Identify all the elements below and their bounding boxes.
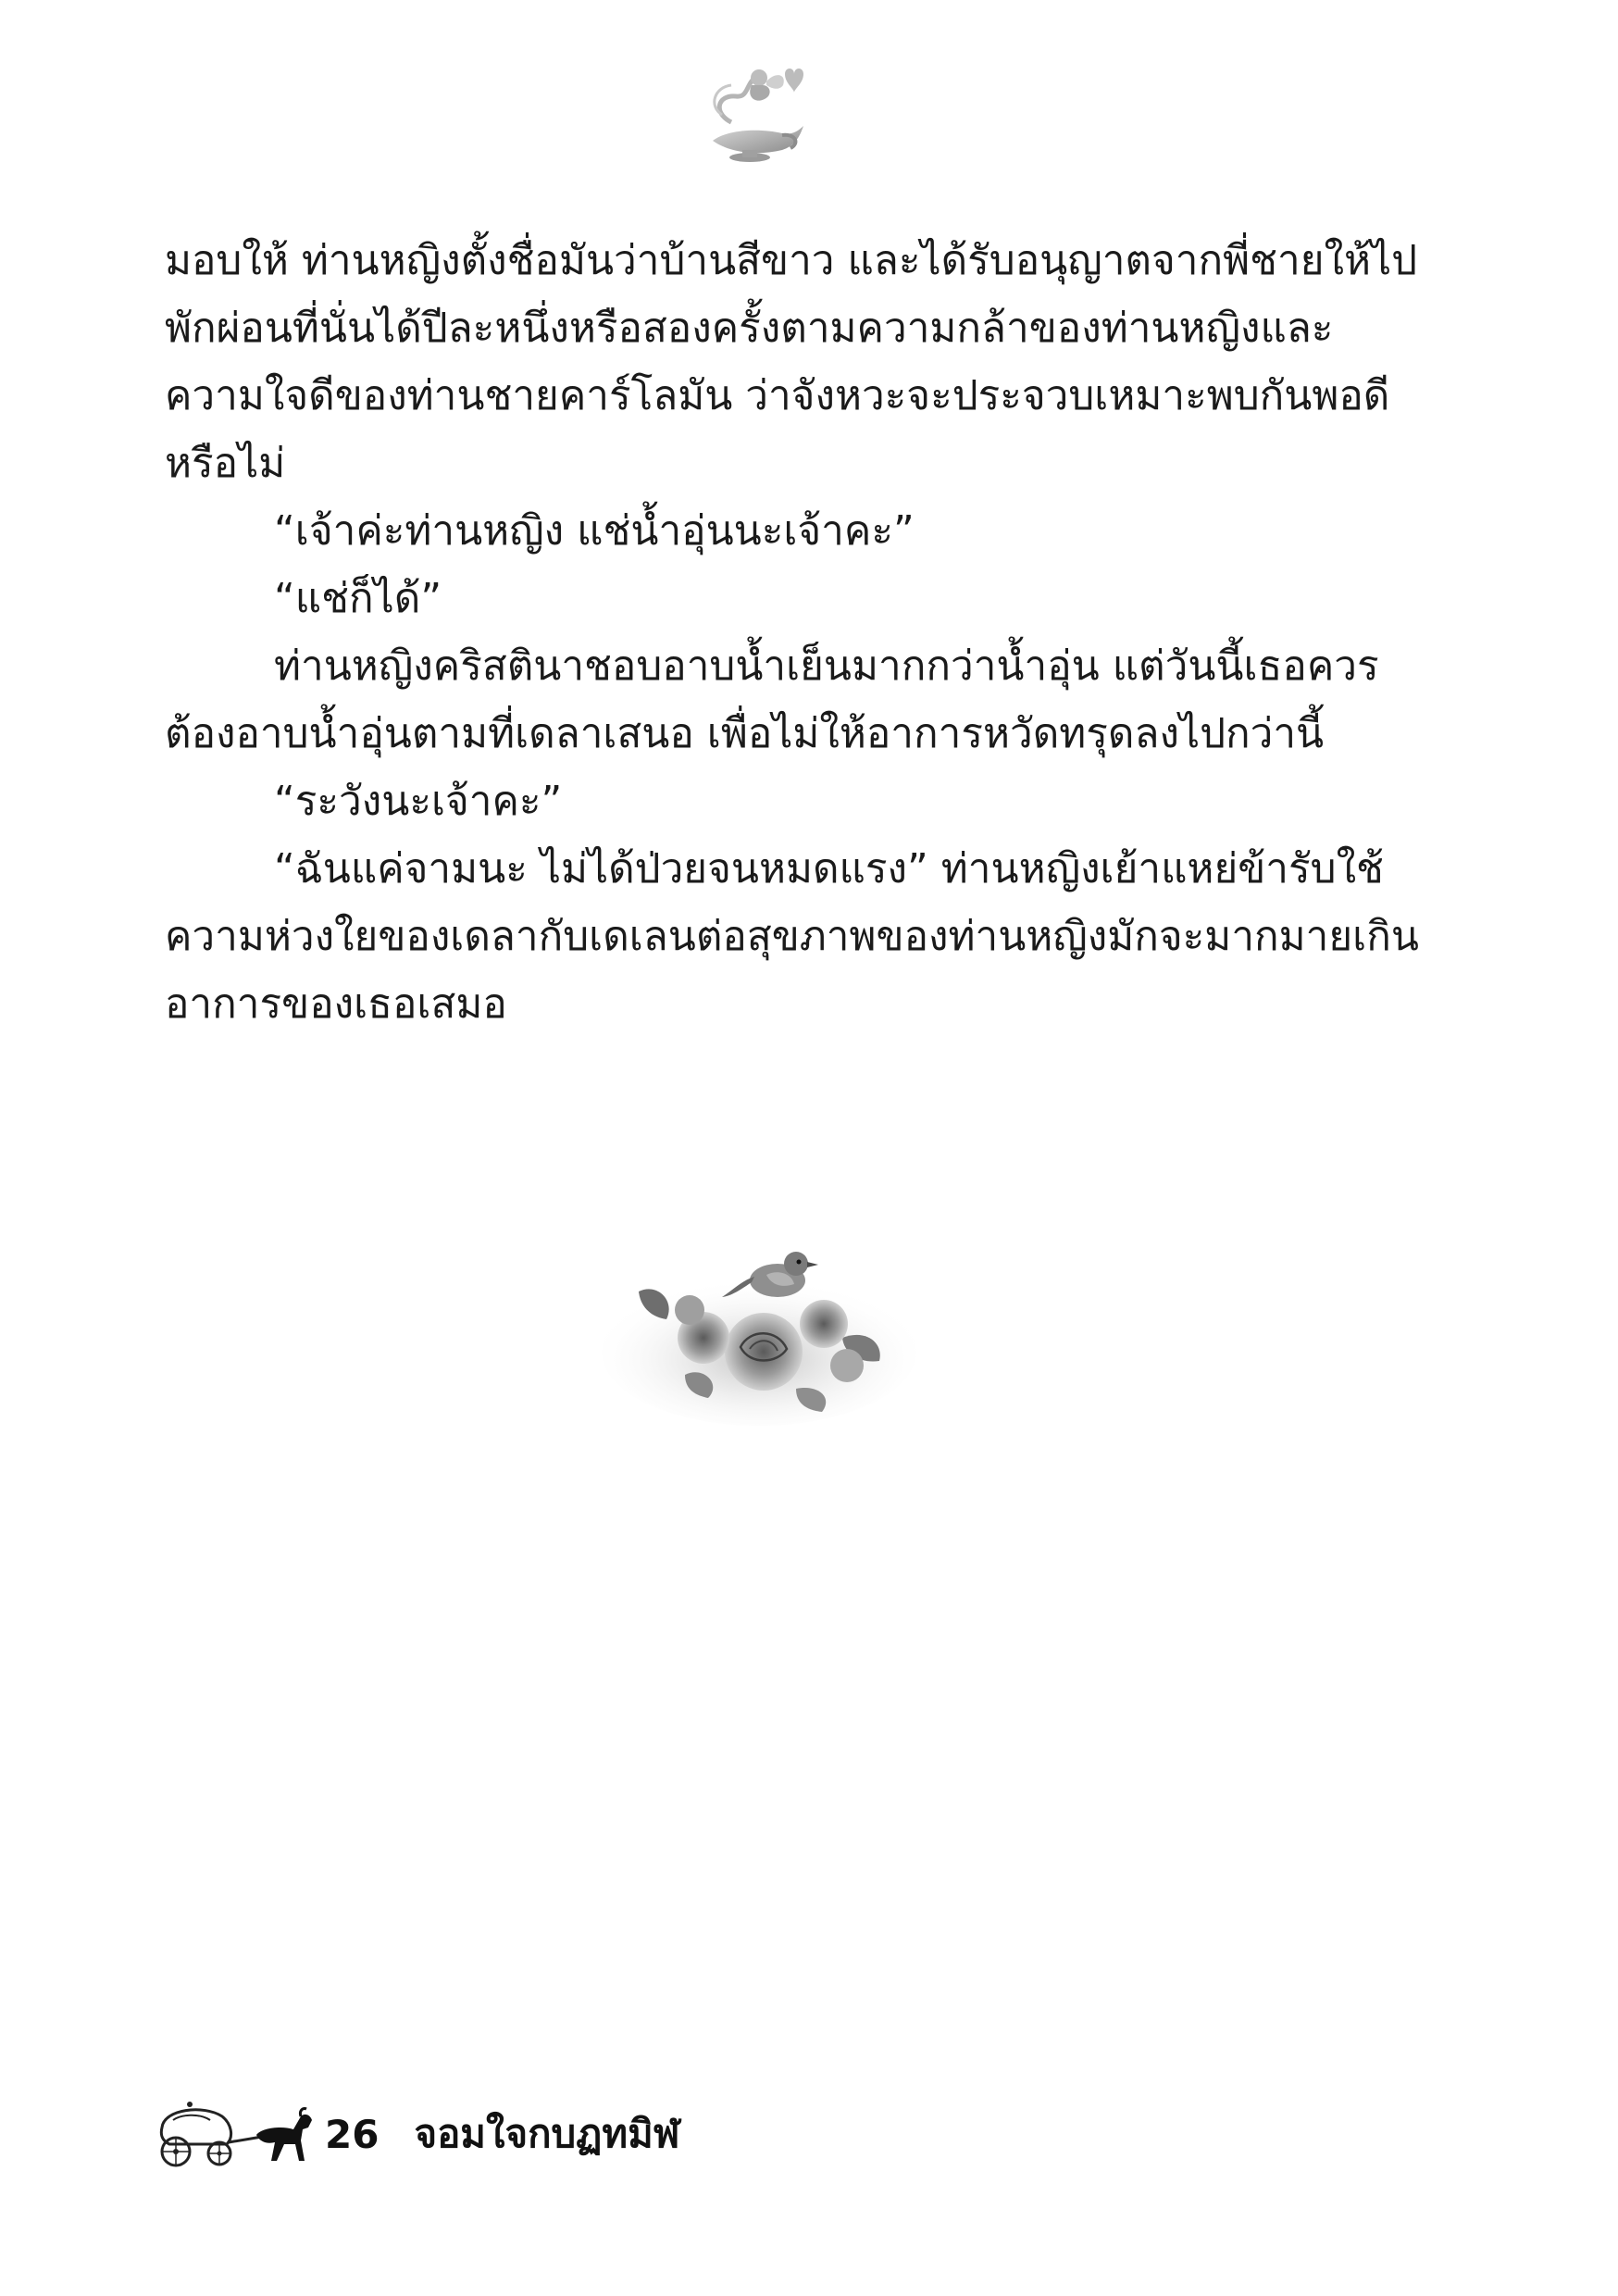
dialogue-line: “แช่ก็ได้”	[274, 575, 442, 622]
magic-lamp-cupid-icon	[694, 57, 815, 168]
paragraph-line: ท่านหญิงคริสตินาชอบอาบน้ำเย็นมากกว่าน้ำอุ่น แต่วันนี้เธอควร	[274, 643, 1379, 690]
book-title: จอมใจกบฏทมิฬ	[414, 2111, 680, 2156]
page-number: 26	[325, 2111, 380, 2157]
page-footer	[153, 2097, 679, 2171]
bird-roses-icon	[602, 1236, 916, 1435]
paragraph-line: หรือไม่	[165, 440, 286, 487]
paragraph-line: อาการของเธอเสมอ	[165, 980, 507, 1028]
body-text	[165, 227, 1419, 1038]
paragraph-line: ความใจดีของท่านชายคาร์โลมัน ว่าจังหวะจะประจวบเหมาะพบกันพอดี	[165, 372, 1390, 419]
dialogue-line: “เจ้าค่ะท่านหญิง แช่น้ำอุ่นนะเจ้าคะ”	[274, 507, 915, 555]
paragraph-line: ต้องอาบน้ำอุ่นตามที่เดลาเสนอ เพื่อไม่ให้อาการหวัดทรุดลงไปกว่านี้	[165, 710, 1325, 757]
dialogue-line: “ระวังนะเจ้าคะ”	[274, 778, 563, 825]
paragraph-line: พักผ่อนที่นั่นได้ปีละหนึ่งหรือสองครั้งตามความกล้าของท่านหญิงและ	[165, 305, 1334, 352]
paragraph-line: มอบให้ ท่านหญิงตั้งชื่อมันว่าบ้านสีขาว และได้รับอนุญาตจากพี่ชายให้ไป	[165, 237, 1418, 284]
horse-carriage-icon	[153, 2100, 319, 2169]
dialogue-line: “ฉันแค่จามนะ ไม่ได้ป่วยจนหมดแรง” ท่านหญิงเย้าแหย่ข้ารับใช้	[274, 845, 1384, 892]
paragraph-line: ความห่วงใยของเดลากับเดเลนต่อสุขภาพของท่านหญิงมักจะมากมายเกิน	[165, 913, 1419, 960]
